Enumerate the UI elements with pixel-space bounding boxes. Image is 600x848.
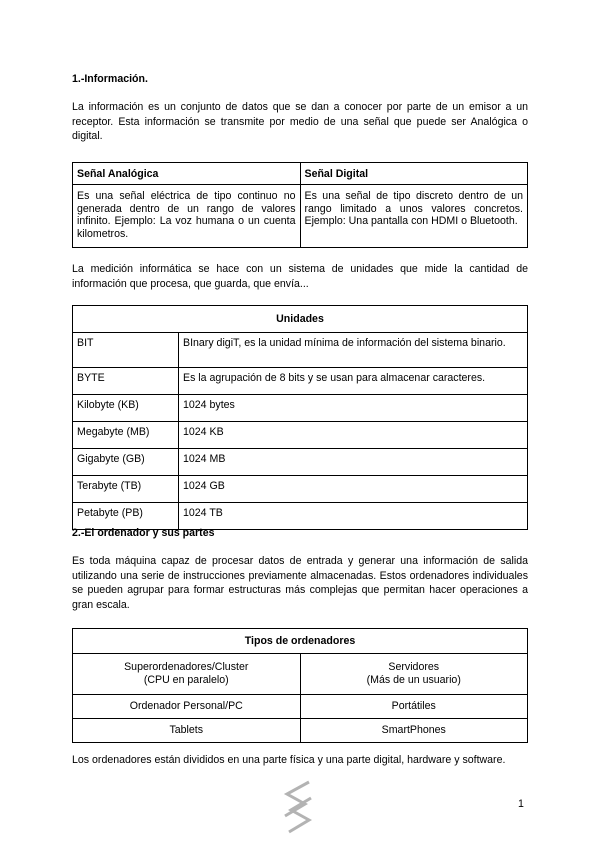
- unit-description: 1024 GB: [179, 476, 528, 503]
- signals-cell-analog: Es una señal eléctrica de tipo continuo no generada dentro de un rango de valores infinito. Ejemplo: La voz humana o un cuenta kilometros.: [73, 185, 301, 248]
- unit-name: Gigabyte (GB): [73, 449, 179, 476]
- computer-type-cell: [300, 654, 528, 695]
- table-row: [73, 695, 528, 719]
- unit-description: Es la agrupación de 8 bits y se usan para almacenar caracteres.: [179, 368, 528, 395]
- unit-description: 1024 TB: [179, 503, 528, 530]
- table-row: [73, 654, 528, 695]
- computer-type-cell: [73, 695, 301, 719]
- signals-header-digital: Señal Digital: [300, 163, 528, 185]
- table-row: [73, 449, 528, 476]
- unit-name: Terabyte (TB): [73, 476, 179, 503]
- page-number: 1: [518, 798, 524, 810]
- section-2-heading: 2.-El ordenador y sus partes: [72, 527, 215, 539]
- computer-type-cell: [73, 719, 301, 743]
- computer-type-note: (Más de un usuario): [366, 674, 461, 686]
- unit-name: Petabyte (PB): [73, 503, 179, 530]
- computer-type-name: Superordenadores/Cluster: [124, 661, 249, 673]
- table-row: [73, 503, 528, 530]
- table-row: [73, 476, 528, 503]
- computer-type-name: Portátiles: [391, 700, 436, 712]
- section-2-intro: Es toda máquina capaz de procesar datos de entrada y generar una información de salida utilizando una serie de instrucciones previamente almacenadas. Estos ordenadores individuales se pueden agrupar para formar estructuras más complejas que permitan hacer operaciones a gran escala.: [72, 555, 528, 611]
- section-1-intro: La información es un conjunto de datos que se dan a conocer por parte de un emisor a un receptor. Esta información se transmite por medio de una señal que puede ser Analógica o digital.: [72, 101, 528, 142]
- computers-table: [72, 628, 528, 743]
- unit-name: BYTE: [73, 368, 179, 395]
- units-title: Unidades: [73, 306, 528, 333]
- measurement-text: La medición informática se hace con un sistema de unidades que mide la cantidad de información que procesa, que guarda, que envía...: [72, 263, 528, 290]
- computer-type-cell: [300, 695, 528, 719]
- computer-type-name: Tablets: [169, 724, 204, 736]
- table-row: [73, 719, 528, 743]
- computer-type-name: Ordenador Personal/PC: [129, 700, 243, 712]
- unit-description: 1024 MB: [179, 449, 528, 476]
- closing-text: Los ordenadores están divididos en una parte física y una parte digital, hardware y software.: [72, 754, 506, 766]
- unit-description: 1024 bytes: [179, 395, 528, 422]
- signals-header-analog: Señal Analógica: [73, 163, 301, 185]
- computers-title: Tipos de ordenadores: [73, 629, 528, 654]
- table-row: [73, 422, 528, 449]
- unit-description: 1024 KB: [179, 422, 528, 449]
- section-1-heading: 1.-Información.: [72, 73, 148, 85]
- unit-name: BIT: [73, 333, 179, 368]
- table-row: [73, 333, 528, 368]
- computer-type-note: (CPU en paralelo): [143, 674, 229, 686]
- table-row: [73, 368, 528, 395]
- unit-description: BInary digiT, es la unidad mínima de información del sistema binario.: [179, 333, 528, 368]
- computer-type-name: Servidores: [388, 661, 440, 673]
- computer-type-cell: [300, 719, 528, 743]
- unit-name: Megabyte (MB): [73, 422, 179, 449]
- unit-name: Kilobyte (KB): [73, 395, 179, 422]
- signals-table: [72, 162, 528, 248]
- table-row: [73, 395, 528, 422]
- units-table: [72, 305, 528, 530]
- computer-type-name: SmartPhones: [381, 724, 446, 736]
- signals-cell-digital: Es una señal de tipo discreto dentro de un rango limitado a unos valores concretos. Ejemplo: Una pantalla con HDMI o Bluetooth.: [300, 185, 528, 248]
- computer-type-cell: [73, 654, 301, 695]
- double-s-logo-icon: [281, 780, 315, 836]
